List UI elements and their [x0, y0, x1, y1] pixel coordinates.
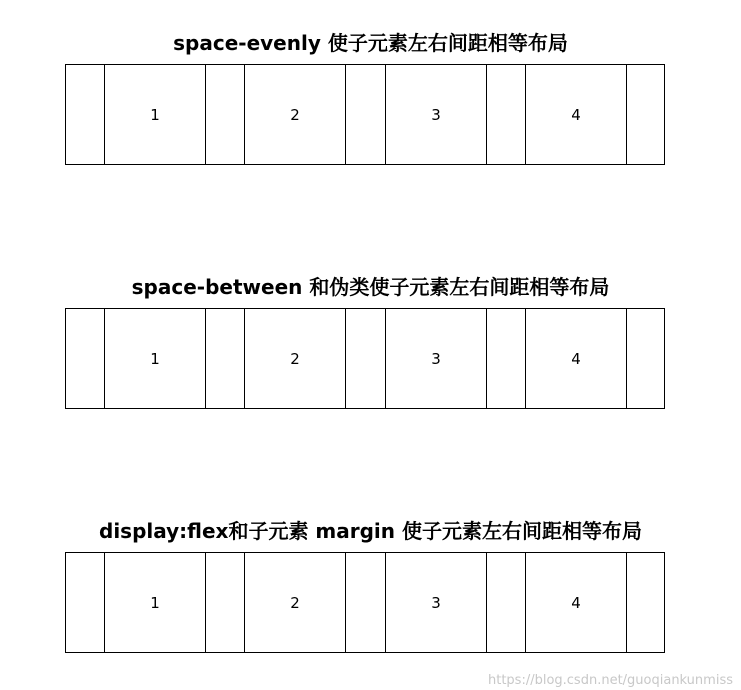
flex-item-2: 2 [244, 308, 346, 409]
section-title: display:flex和子元素 margin 使子元素左右间距相等布局 [99, 519, 642, 543]
flex-container [65, 64, 665, 165]
flex-container [65, 308, 665, 409]
flex-item-4: 4 [525, 308, 627, 409]
flex-item-1: 1 [104, 308, 206, 409]
flex-item-2: 2 [244, 552, 346, 653]
flex-item-3: 3 [385, 552, 487, 653]
flex-item-4: 4 [525, 552, 627, 653]
section-title: space-evenly 使子元素左右间距相等布局 [173, 31, 568, 55]
flex-item-3: 3 [385, 64, 487, 165]
flex-item-2: 2 [244, 64, 346, 165]
watermark: https://blog.csdn.net/guoqiankunmiss [487, 673, 733, 688]
flex-item-3: 3 [385, 308, 487, 409]
flex-item-4: 4 [525, 64, 627, 165]
flex-item-1: 1 [104, 552, 206, 653]
flex-item-1: 1 [104, 64, 206, 165]
flex-container [65, 552, 665, 653]
section-title: space-between 和伪类使子元素左右间距相等布局 [131, 275, 610, 299]
